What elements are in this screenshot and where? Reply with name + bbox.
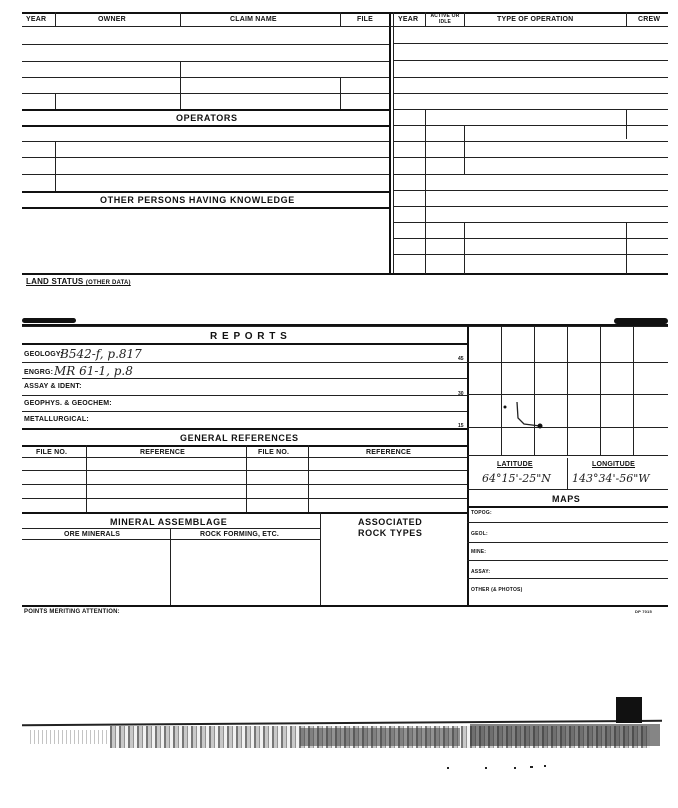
longitude-value: 143°34'-56"W [572,472,650,485]
report-label-geophys: GEOPHYS. & GEOCHEM: [24,400,112,407]
file-no-header-2: FILE NO. [258,449,290,456]
header-type-of-operation: TYPE OF OPERATION [497,16,574,23]
latitude-label: LATITUDE [497,461,533,468]
reports-title: R E P O R T S [210,331,288,342]
land-status-sub: (OTHER DATA) [85,280,131,286]
report-label-metallurgical: METALLURGICAL: [24,416,89,423]
black-square-artifact [616,697,642,723]
header-crew: CREW [638,16,661,23]
associated-rock-types-line2: ROCK TYPES [358,528,423,538]
maps-title: MAPS [552,494,581,504]
longitude-label: LONGITUDE [592,461,636,468]
maps-other: OTHER (& PHOTOS) [471,587,523,593]
report-entry-engrg: MR 61-1, p.8 [54,364,133,378]
reference-header: REFERENCE [140,449,185,456]
header-file: FILE [357,16,373,23]
maps-geol: GEOL: [471,531,488,537]
maps-mine: MINE: [471,549,487,555]
report-label-assay: ASSAY & IDENT: [24,383,82,390]
report-label-engrg: ENGRG: [24,369,54,376]
ore-minerals-header: ORE MINERALS [64,531,121,538]
land-status-title: LAND STATUS [26,277,84,286]
form-number: DP 7015 [635,609,652,614]
rock-forming-header: ROCK FORMING, ETC. [200,531,280,538]
header-year: YEAR [26,16,47,23]
header-claim-name: CLAIM NAME [230,16,277,23]
maps-assay: ASSAY: [471,569,491,575]
report-num-15: 15 [458,423,464,429]
header-active-or-idle: ACTIVE OR IDLE [430,13,460,25]
general-references-title: GENERAL REFERENCES [180,433,299,443]
latitude-value: 64°15'-25"N [482,472,551,485]
operators-title: OPERATORS [176,113,238,123]
reference-header-2: REFERENCE [366,449,411,456]
location-marker-icon [500,398,550,434]
report-num-30: 30 [458,391,464,397]
report-num-45: 45 [458,356,464,362]
report-label-geology: GEOLOGY: [24,351,63,358]
header-owner: OWNER [98,16,126,23]
mineral-assemblage-title: MINERAL ASSEMBLAGE [110,517,228,527]
land-status-label [26,277,131,286]
file-no-header: FILE NO. [36,449,68,456]
points-meriting-attention: POINTS MERITING ATTENTION: [24,609,120,615]
other-persons-title: OTHER PERSONS HAVING KNOWLEDGE [100,195,295,205]
maps-topog: TOPOG: [471,510,492,516]
report-entry-geology: B542-f, p.817 [60,347,142,361]
ink-smear-left [22,318,76,323]
associated-rock-types-line1: ASSOCIATED [358,517,423,527]
header-year-2: YEAR [398,16,419,23]
